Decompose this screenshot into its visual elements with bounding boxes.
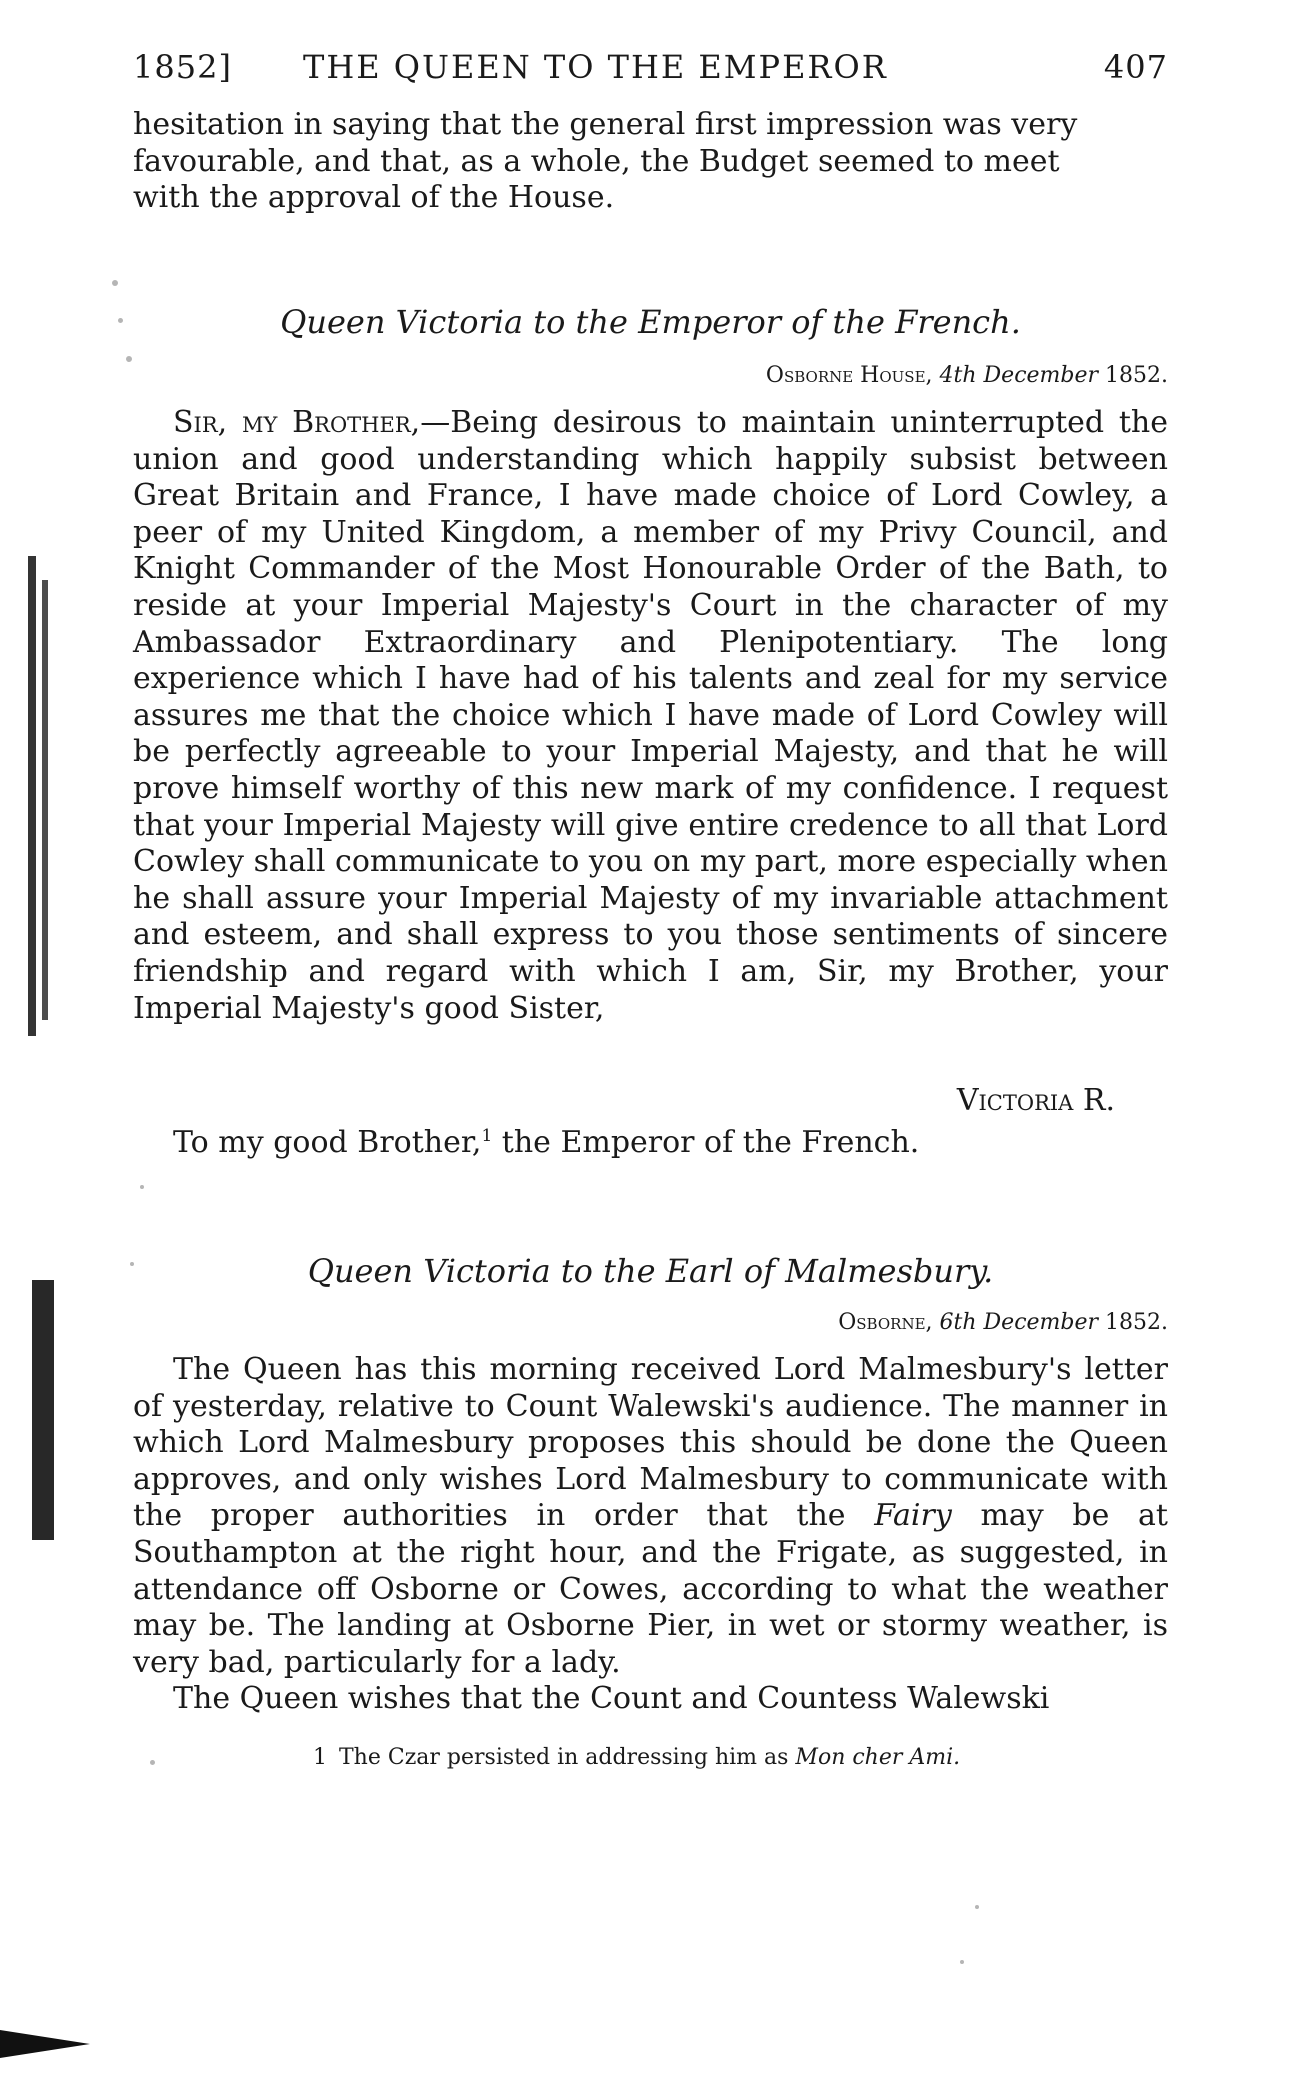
dateline-year: 1852. bbox=[1105, 1310, 1168, 1335]
scan-speck bbox=[118, 318, 123, 323]
scan-margin-bar bbox=[32, 1280, 54, 1540]
letter-paragraph: The Queen wishes that the Count and Countess Walewski bbox=[173, 1681, 1050, 1717]
continuation-paragraph bbox=[133, 107, 1168, 217]
scan-speck bbox=[960, 1960, 964, 1964]
running-head-title: THE QUEEN TO THE EMPEROR bbox=[303, 48, 888, 86]
scan-speck bbox=[130, 1262, 134, 1266]
dateline-place: Osborne House, bbox=[765, 363, 933, 388]
letter-signature: Victoria R. bbox=[956, 1083, 1115, 1118]
letter-dateline bbox=[766, 363, 1168, 388]
scan-margin-bar bbox=[28, 556, 36, 1036]
footnote-italic: Mon cher Ami. bbox=[795, 1745, 961, 1770]
scan-margin-bar bbox=[42, 580, 48, 1020]
addressee-text: To my good Brother, bbox=[173, 1125, 482, 1160]
letter-dateline bbox=[838, 1310, 1168, 1335]
dateline-year: 1852. bbox=[1105, 363, 1168, 388]
ship-name: Fairy bbox=[874, 1498, 952, 1534]
letter-body bbox=[133, 405, 1168, 1027]
letter-heading: Queen Victoria to the Earl of Malmesbury. bbox=[307, 1252, 994, 1290]
dateline-date: 6th December bbox=[939, 1310, 1099, 1335]
continuation-line: favourable, and that, as a whole, the Budget seemed to meet bbox=[133, 143, 1060, 179]
dateline-place: Osborne, bbox=[838, 1310, 933, 1335]
letter-body-text: may be at Southampton at the right hour, and the Frigate, as suggested, in attendance off Osborne or Cowes, according to what the weather may be. The landing at Osborne Pier, in wet or stormy weather, is very bad, particularly for a lady. bbox=[133, 1498, 1168, 1680]
footnote-marker: 1 bbox=[313, 1745, 327, 1770]
continuation-line: hesitation in saying that the general first impression was very bbox=[133, 107, 1078, 142]
scan-edge-mark bbox=[0, 2030, 90, 2058]
letter-heading: Queen Victoria to the Emperor of the French. bbox=[280, 303, 1021, 341]
letter-salutation: Sir, my Brother, bbox=[173, 405, 421, 440]
scan-speck bbox=[975, 1905, 979, 1909]
footnote-reference[interactable]: 1 bbox=[481, 1126, 493, 1146]
running-head-year: 1852] bbox=[133, 48, 232, 86]
scan-speck bbox=[150, 1760, 155, 1765]
scan-speck bbox=[140, 1185, 144, 1189]
dateline-date: 4th December bbox=[939, 363, 1099, 388]
continuation-line: with the approval of the House. bbox=[133, 180, 615, 216]
letter-body-text: The Queen has this morning received Lord Malmesbury's letter of yesterday, relative to Count Walewski's audience. The manner in which Lord Malmesbury proposes this should be done the Queen approves, and only wishes Lord Malmesbury to communicate with the proper authorities in order that the bbox=[133, 1352, 1168, 1534]
letter-body bbox=[133, 1352, 1168, 1718]
addressee-text-end: the Emperor of the French. bbox=[492, 1125, 920, 1160]
running-head bbox=[133, 48, 1168, 94]
scan-speck bbox=[112, 280, 118, 286]
letter-body-text: —Being desirous to maintain uninterrupted the union and good understanding which happily subsist between Great Britain and France, I have made choice of Lord Cowley, a peer of my United Kingdom, a member of my Privy Council, and Knight Commander of the Most Honourable Order of the Bath, to reside at your Imperial Majesty's Court in the character of my Ambassador Extraordinary and Plenipotentiary. The long experience which I have had of his talents and zeal for my service assures me that the choice which I have made of Lord Cowley will be perfectly agreeable to your Imperial Majesty, and that he will prove himself worthy of this new mark of my confidence. I request that your Imperial Majesty will give entire credence to all that Lord Cowley shall communicate to you on my part, more especially when he shall assure your Imperial Majesty of my invariable attachment and esteem, and shall express to you those sentiments of sincere friendship and regard with which I am, Sir, my Brother, your Imperial Majesty's good Sister, bbox=[133, 405, 1168, 1026]
page-number: 407 bbox=[1103, 48, 1168, 86]
scan-speck bbox=[126, 356, 132, 362]
footnote bbox=[313, 1745, 1173, 1770]
footnote-text: The Czar persisted in addressing him as bbox=[339, 1745, 796, 1770]
letter-addressee bbox=[173, 1125, 919, 1160]
